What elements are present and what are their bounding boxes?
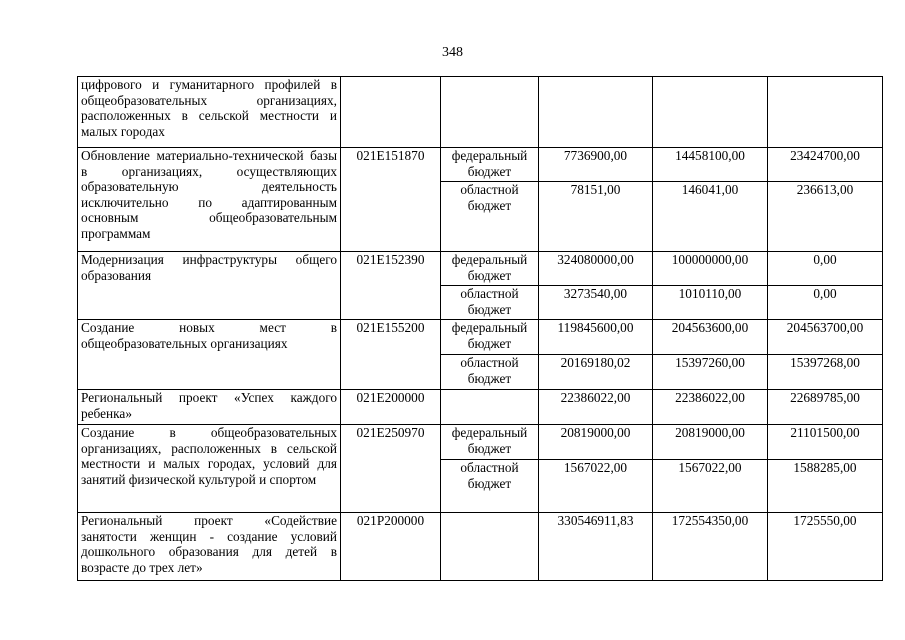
value-year-1 [539, 77, 653, 148]
value-year-3: 21101500,00 [768, 425, 883, 460]
value-year-2: 1010110,00 [653, 286, 768, 320]
funding-source [441, 390, 539, 425]
row-name: Региональный проект «Содействие занятости женщин - создание условий дошкольного образования для детей в возрасте до трех лет» [78, 513, 341, 581]
value-year-2: 1567022,00 [653, 460, 768, 513]
value-year-1: 7736900,00 [539, 148, 653, 182]
value-year-2: 172554350,00 [653, 513, 768, 581]
value-year-2: 22386022,00 [653, 390, 768, 425]
row-code: 021E152390 [341, 252, 441, 320]
value-year-3: 236613,00 [768, 182, 883, 252]
row-code: 021E200000 [341, 390, 441, 425]
value-year-3: 1725550,00 [768, 513, 883, 581]
value-year-1: 22386022,00 [539, 390, 653, 425]
table-row [78, 513, 883, 581]
funding-source: областной бюджет [441, 182, 539, 252]
value-year-2: 204563600,00 [653, 320, 768, 355]
table-row [78, 148, 883, 182]
funding-source: федеральный бюджет [441, 148, 539, 182]
table-row [78, 425, 883, 460]
value-year-3: 23424700,00 [768, 148, 883, 182]
value-year-2: 100000000,00 [653, 252, 768, 286]
row-name: Модернизация инфраструктуры общего образования [78, 252, 341, 320]
value-year-1: 119845600,00 [539, 320, 653, 355]
funding-source: федеральный бюджет [441, 320, 539, 355]
table-row [78, 390, 883, 425]
row-code: 021E250970 [341, 425, 441, 513]
funding-source: федеральный бюджет [441, 425, 539, 460]
value-year-1: 1567022,00 [539, 460, 653, 513]
value-year-1: 330546911,83 [539, 513, 653, 581]
value-year-3: 204563700,00 [768, 320, 883, 355]
value-year-2: 146041,00 [653, 182, 768, 252]
value-year-3: 1588285,00 [768, 460, 883, 513]
row-code [341, 77, 441, 148]
funding-source: областной бюджет [441, 460, 539, 513]
budget-table [77, 76, 883, 581]
value-year-3 [768, 77, 883, 148]
funding-source: областной бюджет [441, 286, 539, 320]
row-code: 021P200000 [341, 513, 441, 581]
value-year-2: 14458100,00 [653, 148, 768, 182]
row-code: 021E151870 [341, 148, 441, 252]
table-row [78, 320, 883, 355]
value-year-1: 20169180,02 [539, 355, 653, 390]
table-row [78, 252, 883, 286]
page-number: 348 [442, 45, 463, 60]
value-year-1: 324080000,00 [539, 252, 653, 286]
value-year-3: 0,00 [768, 252, 883, 286]
funding-source [441, 77, 539, 148]
funding-source [441, 513, 539, 581]
row-name: Создание в общеобразовательных организациях, расположенных в сельской местности и малых городах, условий для занятий физической культурой и спортом [78, 425, 341, 513]
value-year-2 [653, 77, 768, 148]
value-year-1: 3273540,00 [539, 286, 653, 320]
funding-source: федеральный бюджет [441, 252, 539, 286]
value-year-1: 20819000,00 [539, 425, 653, 460]
value-year-3: 0,00 [768, 286, 883, 320]
row-name: цифрового и гуманитарного профилей в общеобразовательных организациях, расположенных в сельской местности и малых городах [78, 77, 341, 148]
value-year-3: 15397268,00 [768, 355, 883, 390]
row-code: 021E155200 [341, 320, 441, 390]
table-row [78, 77, 883, 148]
value-year-2: 20819000,00 [653, 425, 768, 460]
row-name: Региональный проект «Успех каждого ребенка» [78, 390, 341, 425]
row-name: Создание новых мест в общеобразовательных организациях [78, 320, 341, 390]
value-year-2: 15397260,00 [653, 355, 768, 390]
row-name: Обновление материально-технической базы в организациях, осуществляющих образовательную деятельность исключительно по адаптированным основным общеобразовательным программам [78, 148, 341, 252]
value-year-3: 22689785,00 [768, 390, 883, 425]
value-year-1: 78151,00 [539, 182, 653, 252]
funding-source: областной бюджет [441, 355, 539, 390]
